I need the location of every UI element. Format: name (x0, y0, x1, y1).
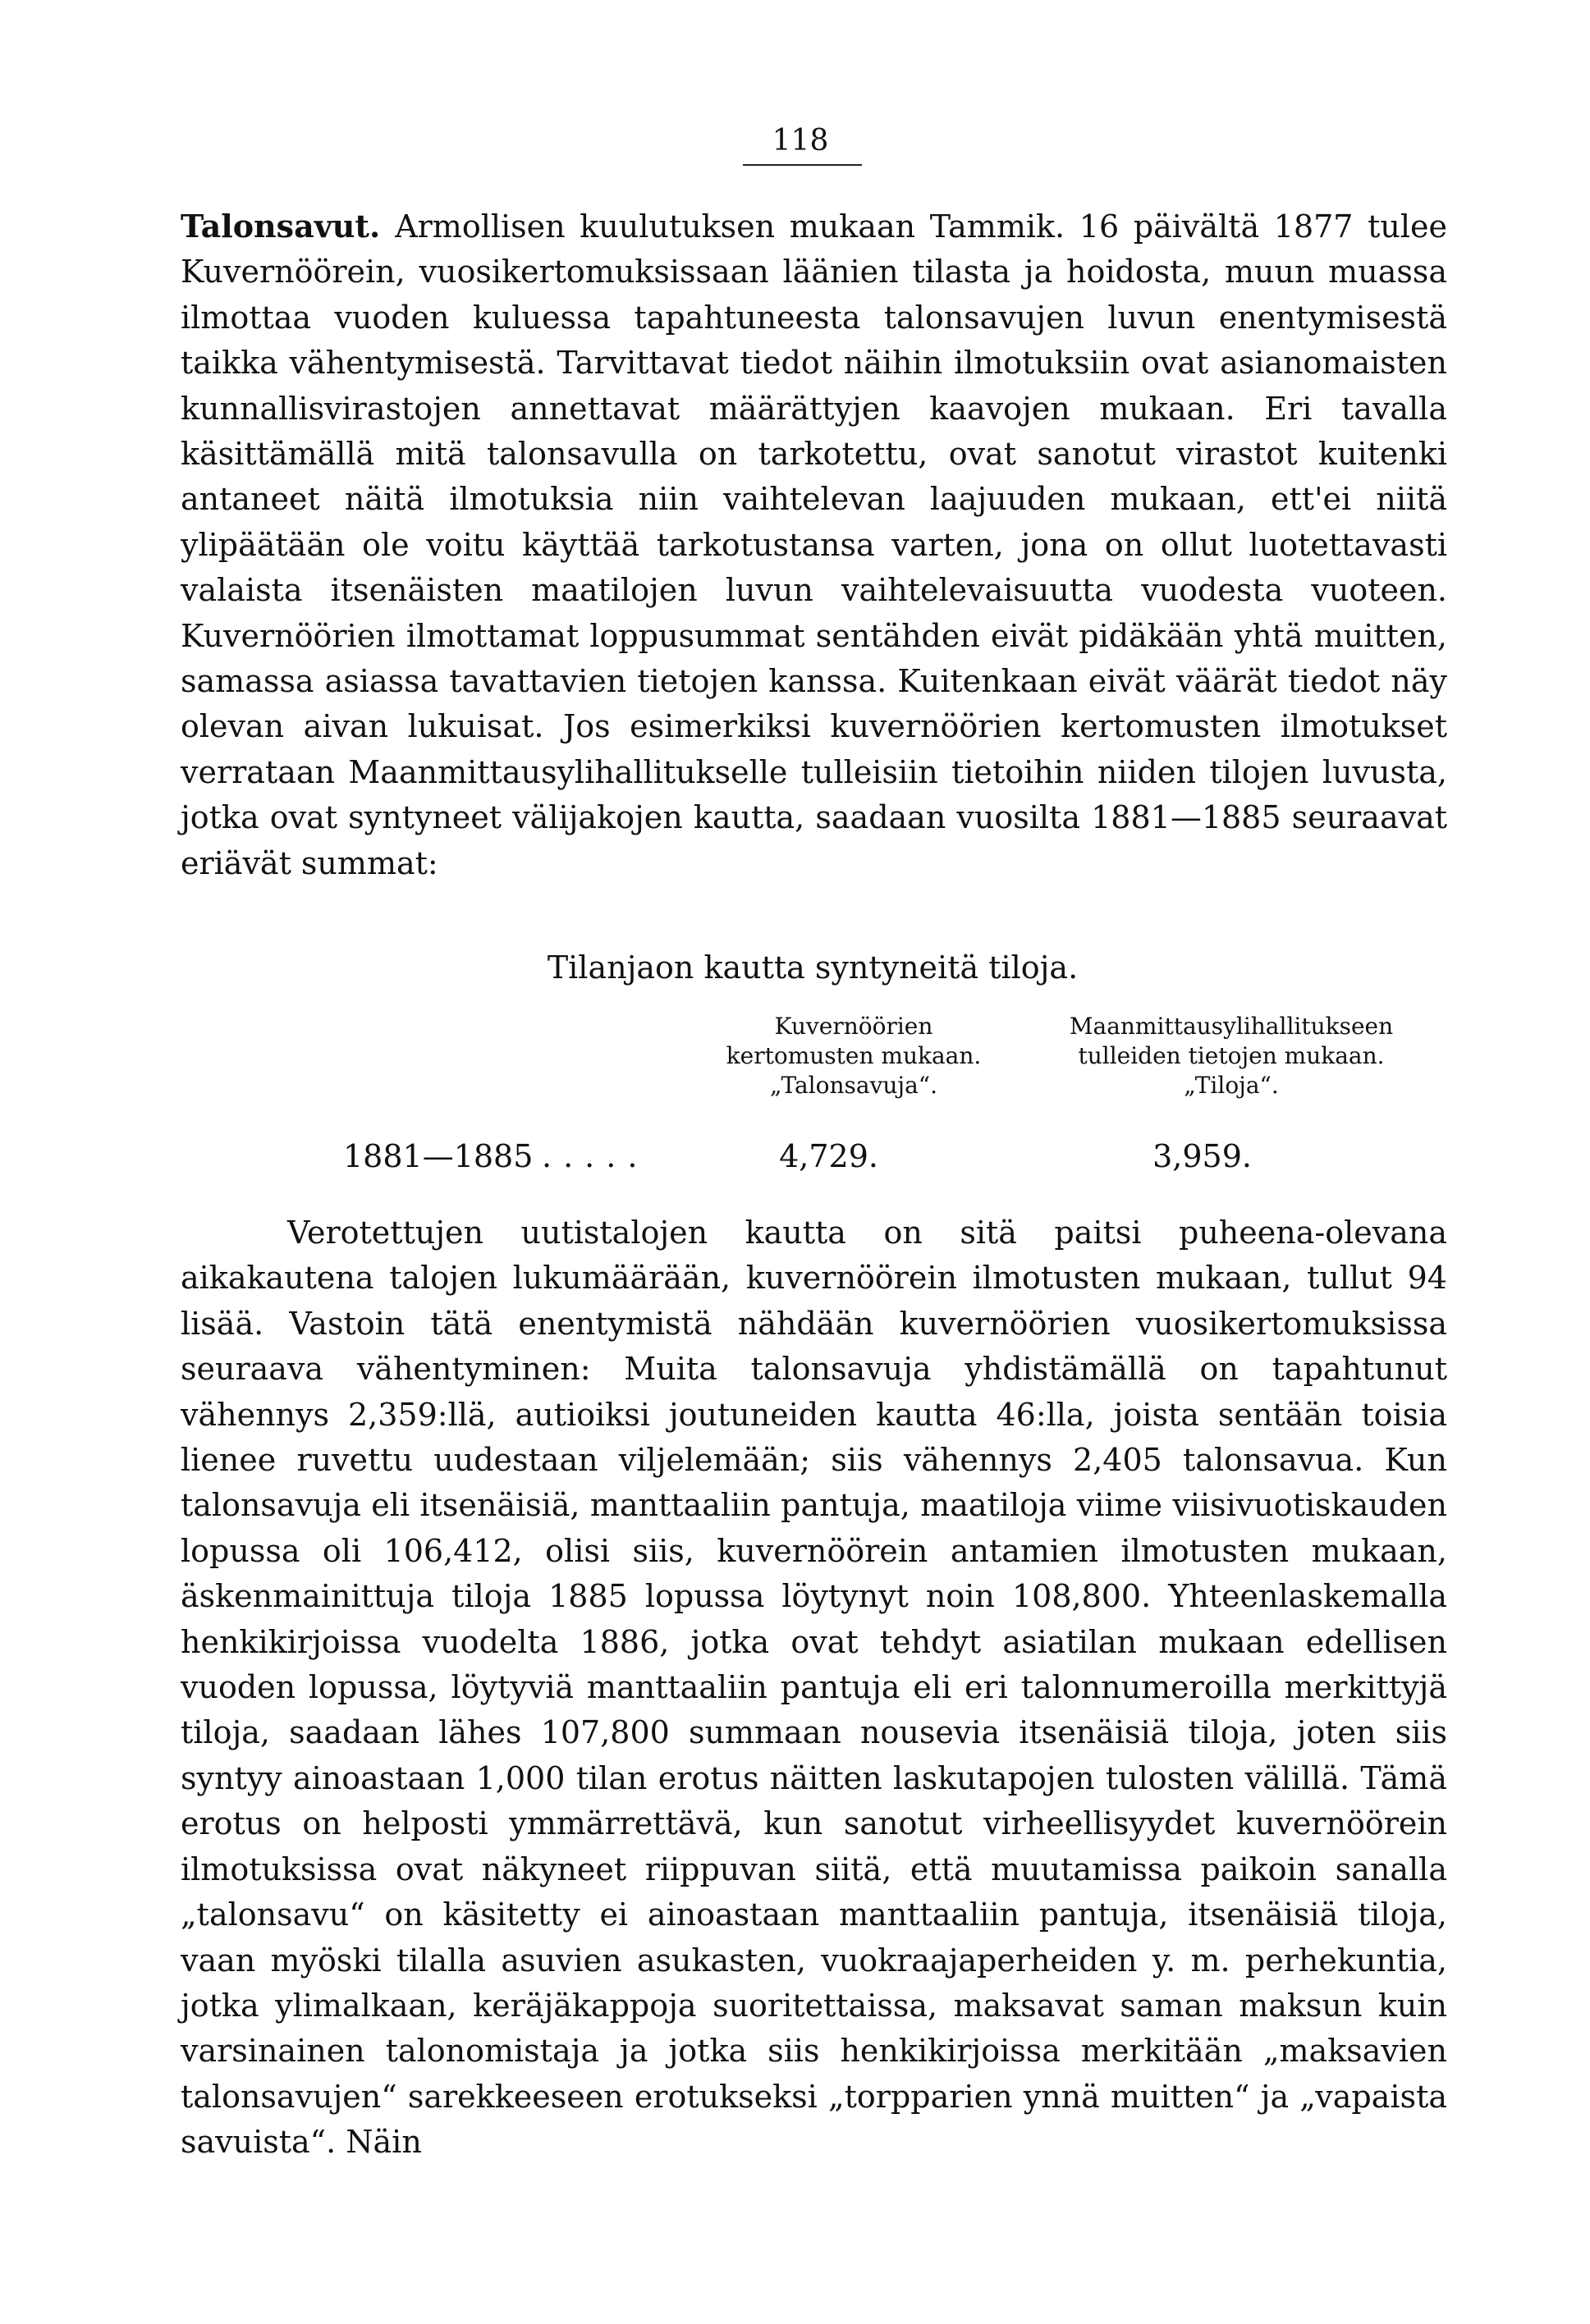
column-header-line: „Talonsavuja“. (769, 1072, 938, 1099)
column-header-line: „Tiloja“. (1184, 1072, 1279, 1099)
column-header-line: Kuvernöörien (774, 1013, 933, 1040)
table-value-tiloja: 3,959. (1152, 1138, 1252, 1174)
table-value-talonsavuja: 4,729. (779, 1138, 878, 1174)
table-column-header-maanmittaus (1038, 1012, 1424, 1100)
table-row-label: 1881—1885 (343, 1138, 534, 1174)
page-number-rule (743, 164, 862, 166)
run-in-heading: Talonsavut. (181, 208, 381, 245)
column-header-line: kertomusten mukaan. (726, 1042, 982, 1069)
paragraph-talonsavut (181, 204, 1447, 886)
column-header-line: Maanmittausylihallitukseen (1069, 1013, 1394, 1040)
paragraph-verotettujen: Verotettujen uutistalojen kautta on sitä paitsi puheena-olevana aikakautena talojen lukumäärään, kuvernöörein ilmotusten mukaan, tullut 94 lisää. Vastoin tätä enentymistä nähdään kuvernöörien vuosikertomuksissa seuraava vähentyminen: Muita talonsavuja yhdistämällä on tapahtunut vähennys 2,359:llä, autioiksi joutuneiden kautta 46:lla, joista sentään toisia lienee ruvettu uudestaan viljelemään; siis vähennys 2,405 talonsavua. Kun talonsavuja eli itsenäisiä, manttaaliin pantuja, maatiloja viime viisivuotiskauden lopussa oli 106,412, olisi siis, kuvernöörein antamien ilmotusten mukaan, äskenmainittuja tiloja 1885 lopussa löytynyt noin 108,800. Yhteenlaskemalla henkikirjoissa vuodelta 1886, jotka ovat tehdyt asiatilan mukaan edellisen vuoden lopussa, löytyviä manttaaliin pantuja eli eri talonnumeroilla merkittyjä tiloja, saadaan lähes 107,800 summaan nousevia itsenäisiä tiloja, joten siis syntyy ainoastaan 1,000 tilan erotus näitten laskutapojen tulosten välillä. Tämä erotus on helposti ymmärrettävä, kun sanotut virheellisyydet kuvernöörein ilmotuksissa ovat näkyneet riippuvan siitä, että muutamissa paikoin sanalla „talonsavu“ on käsitetty ei ainoastaan manttaaliin pantuja, itsenäisiä tiloja, vaan myöski tilalla asuvien asukasten, vuokraajaperheiden y. m. perhekuntia, jotka ylimalkaan, keräjäkappoja suoritettaissa, maksavat saman maksun kuin varsinainen talonomistaja ja jotka siis henkikirjoissa merkitään „maksavien talonsavujen“ sarekkeeseen erotukseksi „torpparien ynnä muitten“ ja „vapaista savuista“. Näin (181, 1215, 1447, 2161)
table-title: Tilanjaon kautta syntyneitä tiloja. (547, 949, 1079, 986)
table-column-header-kuvernoorien (681, 1012, 1026, 1100)
paragraph-1-text: Armollisen kuulutuksen mukaan Tammik. 16 päivältä 1877 tulee Kuvernöörein, vuosikertomuksissaan läänien tilasta ja hoidosta, muun muassa ilmottaa vuoden kuluessa tapahtuneesta talonsavujen luvun enentymisestä taikka vähentymisestä. Tarvittavat tiedot näihin ilmotuksiin ovat asianomaisten kunnallisvirastojen annettavat määrättyjen kaavojen mukaan. Eri tavalla käsittämällä mitä talonsavulla on tarkotettu, ovat sanotut virastot kuitenki antaneet näitä ilmotuksia niin vaihtelevan laajuuden mukaan, ett'ei niitä ylipäätään ole voitu käyttää tarkotustansa varten, jona on ollut luotettavasti valaista itsenäisten maatilojen luvun vaihtelevaisuutta vuodesta vuoteen. Kuvernöörien ilmottamat loppusummat sentähden eivät pidäkään yhtä muitten, samassa asiassa tavattavien tietojen kanssa. Kuitenkaan eivät väärät tiedot näy olevan aivan lukuisat. Jos esimerkiksi kuvernöörien kertomusten ilmotukset verrataan Maanmittausylihallitukselle tulleisiin tietoihin niiden tilojen luvusta, jotka ovat syntyneet välijakojen kautta, saadaan vuosilta 1881—1885 seuraavat eriävät summat: (181, 208, 1447, 881)
table-row-leader-dots: ..... (542, 1138, 649, 1174)
column-header-line: tulleiden tietojen mukaan. (1078, 1042, 1385, 1069)
page-number: 118 (772, 124, 829, 158)
